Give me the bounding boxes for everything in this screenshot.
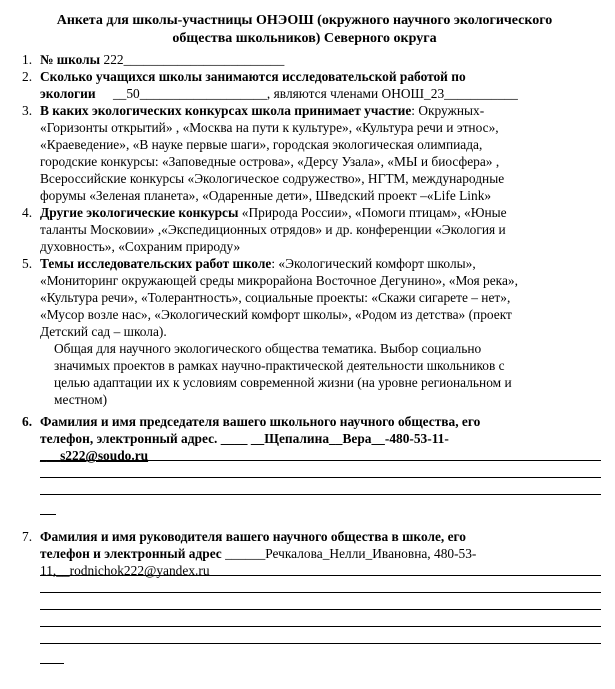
title-line-1: Анкета для школы-участницы ОНЭОШ (окружного научного экологического <box>56 13 553 28</box>
blank-line <box>40 630 601 647</box>
chairman-email-line <box>40 447 601 464</box>
research-topics-text-line: «Мусор возле нас», «Экологический комфорт школы», «Родом из детства» (проект <box>40 307 512 322</box>
contests-label: В каких экологических конкурсах школа принимает участие <box>40 103 412 118</box>
paragraph-line: местном) <box>54 392 108 407</box>
supervisor-label-line-2: телефон и электронный адрес <box>40 546 222 561</box>
item-number: 7. <box>22 529 33 544</box>
blank-line <box>40 596 601 613</box>
item-number: 6. <box>22 414 33 429</box>
students-count-value: __50___________________, <box>112 86 271 101</box>
blank-line-short <box>40 647 64 664</box>
item-ecology-contests <box>8 102 601 204</box>
students-count-label: Сколько учащихся школы занимаются исследовательской работой по <box>40 69 466 84</box>
item-number: 1. <box>22 52 33 67</box>
item-number: 5. <box>22 256 33 271</box>
research-topics-text-line: «Культура речи», «Толерантность», социальные проекты: «Скажи сигарете – нет», <box>40 290 511 305</box>
research-topics-paragraph <box>8 340 601 408</box>
research-topics-text-line: «Мониторинг окружающей среды микрорайона Восточное Дегунино», «Моя река», <box>40 273 518 288</box>
paragraph-line: целью адаптации их к условиям современной жизни (на уровне региональном и <box>54 375 512 390</box>
supervisor-label-line: Фамилия и имя руководителя вашего научного общества в школе, его <box>40 529 466 544</box>
school-number-label: № школы <box>40 52 101 67</box>
item-supervisor <box>8 528 601 665</box>
other-contests-text-line: «Природа России», «Помоги птицам», «Юные <box>238 205 507 220</box>
item-number: 3. <box>22 103 33 118</box>
research-topics-text-line: Детский сад – школа). <box>40 324 167 339</box>
supervisor-email: 11,__rodnichok222@yandex.ru <box>40 563 210 578</box>
contests-text-line: «Краеведение», «В науке первые шаги», городская экологическая олимпиада, <box>40 137 483 152</box>
blank-line <box>40 579 601 596</box>
blank-line-short <box>40 498 56 515</box>
blank-line <box>40 464 601 481</box>
blank-line <box>40 613 601 630</box>
contests-text-line: : Окружных- <box>411 103 485 118</box>
school-number-value: 222________________________ <box>103 52 285 67</box>
chairman-label-line: Фамилия и имя председателя вашего школьного научного общества, его <box>40 414 481 429</box>
paragraph-line: значимых проектов в рамках научно-практической деятельности школьников с <box>54 358 505 373</box>
item-number: 4. <box>22 205 33 220</box>
other-contests-text-line: таланты Московии» ,«Экспедиционных отрядов» и др. конференции «Экология и <box>40 222 506 237</box>
item-school-number <box>8 51 601 68</box>
other-contests-text-line: духовность», «Сохраним природу» <box>40 239 241 254</box>
item-research-topics <box>8 255 601 340</box>
members-count-text: являются членами ОНОШ_23___________ <box>273 86 518 101</box>
students-count-label-2: экологии <box>40 86 96 101</box>
item-chairman <box>8 413 601 516</box>
supervisor-name-phone: ______Речкалова_Нелли_Ивановна, 480-53- <box>221 546 477 561</box>
document-title <box>8 12 601 48</box>
item-number: 2. <box>22 69 33 84</box>
research-topics-text-line: : «Экологический комфорт школы», <box>271 256 476 271</box>
item-students-count <box>8 68 601 102</box>
title-line-2: общества школьников) Северного округа <box>172 31 437 46</box>
paragraph-line: Общая для научного экологического общества тематика. Выбор социально <box>54 341 482 356</box>
contests-text-line: «Горизонты открытий» , «Москва на пути к культуре», «Культура речи и этнос», <box>40 120 499 135</box>
contests-text-line: форумы «Зеленая планета», «Одаренные дети», Шведский проект –«Life Link» <box>40 188 492 203</box>
blank-line <box>40 481 601 498</box>
item-other-contests <box>8 204 601 255</box>
contests-text-line: городские конкурсы: «Заповедные острова», «Дерсу Узала», «МЫ и биосфера» , <box>40 154 500 169</box>
chairman-email-prefix: ___ <box>40 448 61 463</box>
supervisor-email-line <box>40 562 601 579</box>
chairman-label-line: телефон, электронный адрес. ____ __Щепалина__Вера__-480-53-11- <box>40 431 449 446</box>
research-topics-label: Темы исследовательских работ школе <box>40 256 272 271</box>
chairman-email: s222@soudo.ru <box>60 448 149 463</box>
contests-text-line: Всероссийские конкурсы «Экологическое содружество», НГТМ, международные <box>40 171 505 186</box>
other-contests-label: Другие экологические конкурсы <box>40 205 239 220</box>
